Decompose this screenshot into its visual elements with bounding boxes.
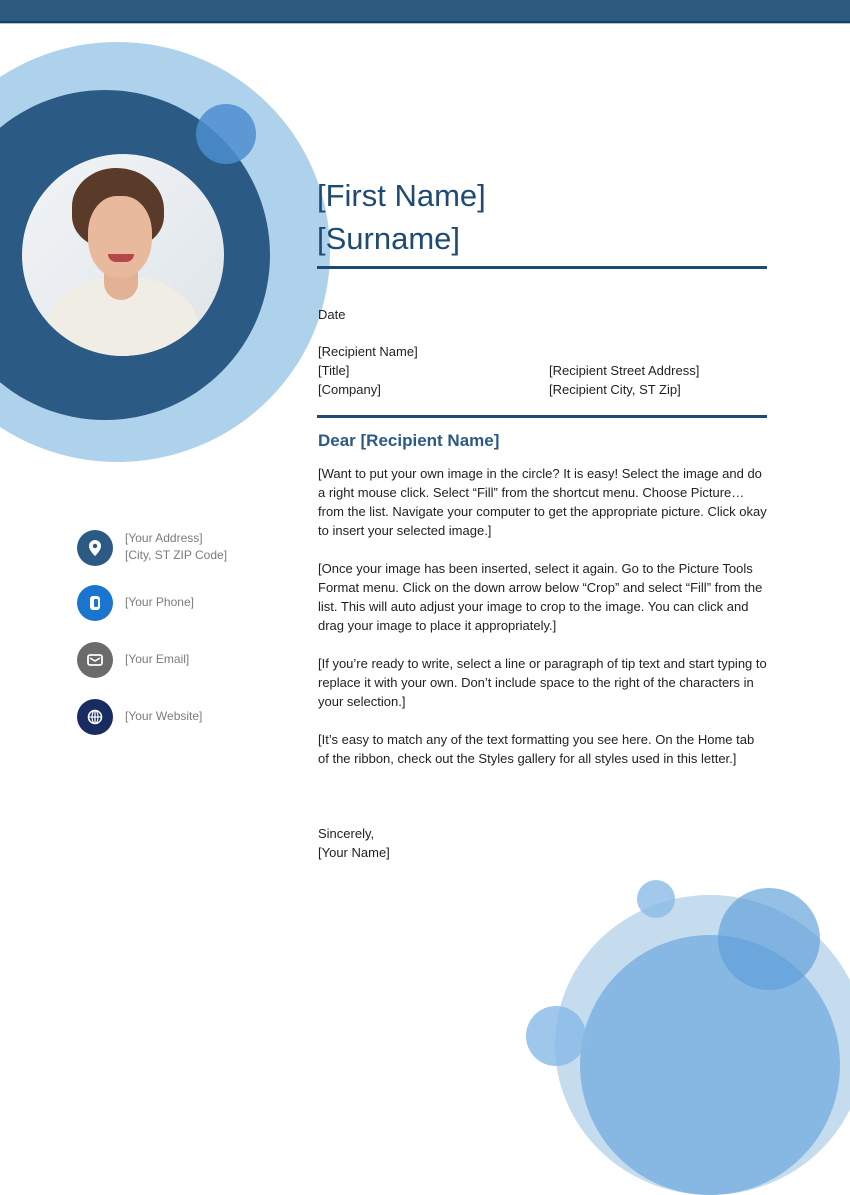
closing-block — [318, 824, 390, 862]
address-line1[interactable]: [Your Address] — [125, 531, 203, 545]
top-banner — [0, 0, 850, 23]
decorative-bubble — [637, 880, 675, 918]
decorative-small-circle — [196, 104, 256, 164]
contact-address — [77, 530, 227, 566]
body-paragraph[interactable]: [It’s easy to match any of the text formatting you see here. On the Home tab of the ribbon, check out the Styles gallery for all styles used in this letter.] — [318, 732, 755, 766]
envelope-icon — [77, 642, 113, 678]
recipient-name[interactable]: [Recipient Name] — [318, 344, 418, 359]
recipient-city[interactable]: [Recipient City, ST Zip] — [549, 382, 681, 397]
sender-name — [317, 174, 486, 260]
date[interactable]: Date — [318, 307, 346, 322]
surname[interactable]: [Surname] — [317, 221, 461, 256]
recipient-street[interactable]: [Recipient Street Address] — [549, 363, 700, 378]
first-name[interactable]: [First Name] — [317, 178, 486, 213]
closing[interactable]: Sincerely, — [318, 826, 375, 841]
recipient-divider — [317, 415, 767, 418]
body-paragraph[interactable]: [Want to put your own image in the circle? It is easy! Select the image and do a right mouse click. Select “Fill” from the shortcut menu. Choose Picture… from the list. Navigate your computer to get the appropriate picture. Click okay to insert your selected image.] — [318, 466, 767, 538]
body-paragraph[interactable]: [If you’re ready to write, select a line or paragraph of tip text and start typing to replace it with your own. Don’t include space to the right of the characters in your selection.] — [318, 656, 767, 709]
body-paragraph[interactable]: [Once your image has been inserted, select it again. Go to the Picture Tools Format menu. Click on the down arrow below “Crop” and select “Fill” from the list. This will auto adjust your image to crop to the image. You can click and drag your image to place it appropriately.] — [318, 561, 763, 633]
profile-photo[interactable] — [22, 154, 224, 356]
salutation[interactable]: Dear [Recipient Name] — [318, 431, 500, 450]
decorative-bubble — [526, 1006, 586, 1066]
recipient-title[interactable]: [Title] — [318, 363, 350, 378]
contact-website — [77, 699, 202, 735]
recipient-block-left — [318, 342, 418, 399]
phone[interactable]: [Your Phone] — [125, 595, 194, 609]
contact-email — [77, 642, 189, 678]
location-pin-icon — [77, 530, 113, 566]
decorative-bubble — [718, 888, 820, 990]
letter-body — [318, 464, 768, 787]
email[interactable]: [Your Email] — [125, 652, 190, 666]
address-line2[interactable]: [City, ST ZIP Code] — [125, 548, 228, 562]
header-divider — [317, 266, 767, 269]
globe-icon — [77, 699, 113, 735]
phone-icon — [77, 585, 113, 621]
signature[interactable]: [Your Name] — [318, 845, 390, 860]
recipient-block-right — [549, 361, 699, 399]
website[interactable]: [Your Website] — [125, 709, 203, 723]
recipient-company[interactable]: [Company] — [318, 382, 381, 397]
contact-phone — [77, 585, 194, 621]
